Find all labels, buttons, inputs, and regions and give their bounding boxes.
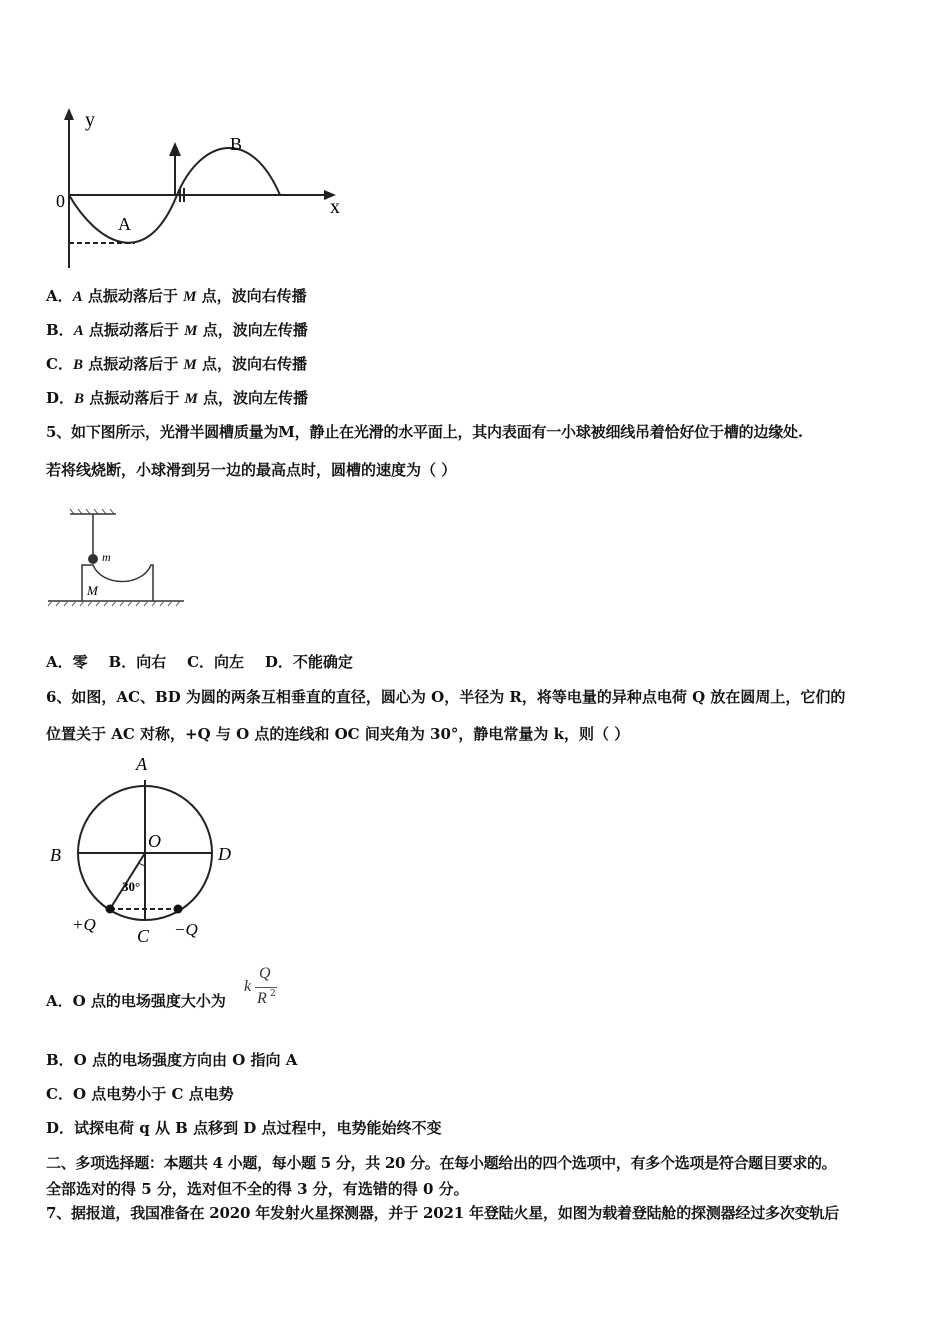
ball-mass-label: m (102, 550, 111, 564)
label-a: A (136, 754, 147, 774)
label-d: D (218, 844, 231, 864)
q6-option-c: C．O 点电势小于 C 点电势 (46, 1085, 234, 1103)
q6-option-b: B．O 点的电场强度方向由 O 指向 A (46, 1051, 298, 1069)
q5-trough-figure (44, 505, 189, 610)
field-strength-formula: k Q R 2 (244, 965, 276, 1007)
section2-header-line2: 全部选对的得 5 分，选对但不全的得 3 分，有选错的得 0 分。 (46, 1180, 469, 1198)
q6-option-d: D．试探电荷 q 从 B 点移到 D 点过程中，电势能始终不变 (46, 1119, 442, 1137)
label-c: C (137, 926, 150, 946)
q5-stem-line2: 若将线烧断，小球滑到另一边的最高点时，圆槽的速度为（ ） (46, 461, 457, 479)
minus-q-label: −Q (174, 920, 198, 939)
q6-stem-line1: 6、如图，AC、BD 为圆的两条互相垂直的直径，圆心为 O，半径为 R，将等电量的异种点电荷 Q 放在圆周上，它们的 (46, 688, 846, 706)
q4-option-b: B．A 点振动落后于 M 点，波向左传播 (46, 321, 308, 339)
q5-options: A．零 B．向右 C．向左 D．不能确定 (46, 653, 353, 671)
origin-label: 0 (56, 191, 65, 211)
section2-header-line1: 二、多项选择题：本题共 4 小题，每小题 5 分，共 20 分。在每小题给出的四个选项中，有多个选项是符合题目要求的。 (46, 1154, 837, 1172)
q6-option-a: A．O 点的电场强度大小为 (46, 992, 226, 1010)
plus-q-label: +Q (72, 915, 96, 934)
angle-label: 30° (122, 879, 141, 894)
point-a-label: A (118, 214, 131, 234)
q6-circle-figure (44, 752, 244, 947)
x-axis-label: x (330, 196, 340, 218)
label-o: O (148, 831, 161, 851)
q4-option-a: A．A 点振动落后于 M 点，波向右传播 (46, 287, 307, 305)
q4-option-d: D．B 点振动落后于 M 点，波向左传播 (46, 389, 309, 407)
point-b-label: B (230, 134, 243, 154)
q5-stem-line1: 5、如下图所示，光滑半圆槽质量为M，静止在光滑的水平面上，其内表面有一小球被细线吊着恰好位于槽的边缘处. (46, 423, 803, 441)
q4-option-c: C．B 点振动落后于 M 点，波向右传播 (46, 355, 307, 373)
label-b: B (50, 845, 61, 865)
wave-figure (50, 100, 350, 275)
q7-stem-line1: 7、据报道，我国准备在 2020 年发射火星探测器，并于 2021 年登陆火星，如图为载着登陆舱的探测器经过多次变轨后 (46, 1204, 840, 1222)
trough-mass-label: M (87, 583, 98, 598)
q6-stem-line2: 位置关于 AC 对称，+Q 与 O 点的连线和 OC 间夹角为 30°，静电常量为 k，则（ ） (46, 725, 630, 743)
y-axis-label: y (85, 109, 95, 131)
